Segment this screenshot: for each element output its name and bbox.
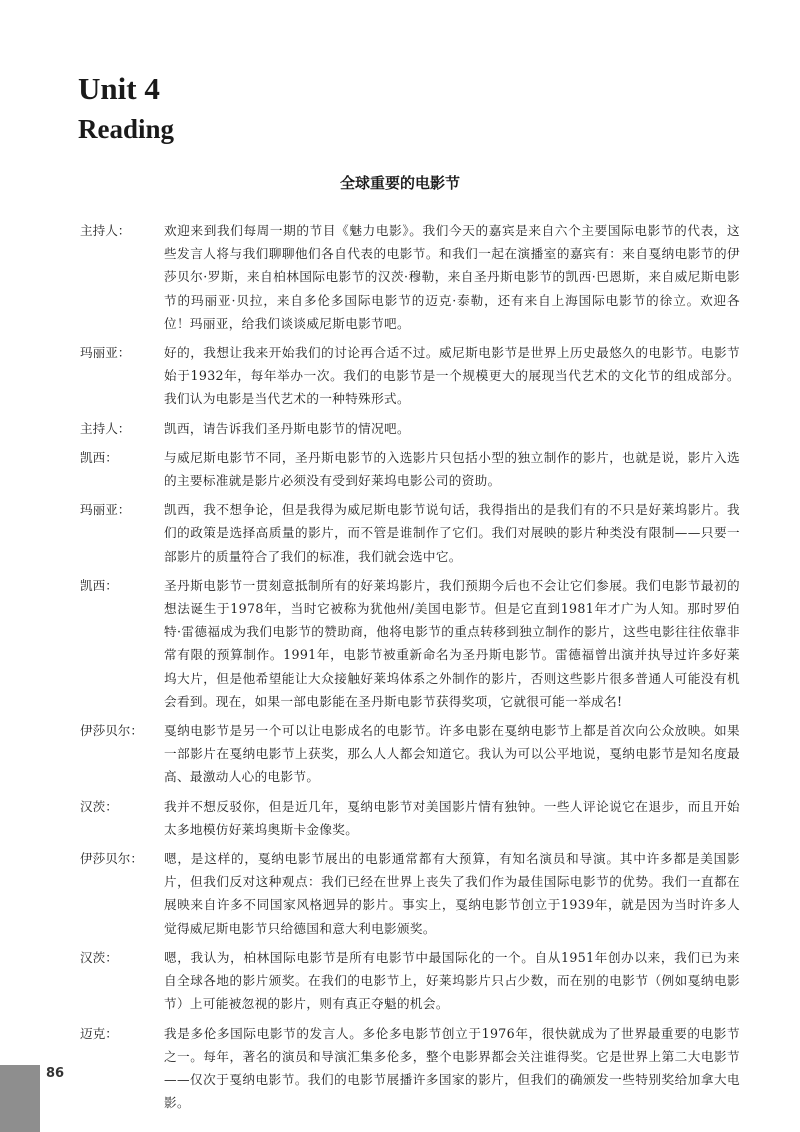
- speech-text: 我是多伦多国际电影节的发言人。多伦多电影节创立于1976年，很快就成为了世界最重要的电影节之一。每年，著名的演员和导演汇集多伦多，整个电影界都会关注谁得奖。它是世界上第二大电影节——仅次于戛纳电影节。我们的电影节展播许多国家的影片，但我们的确颁发一些特别奖给加拿大电影。: [164, 1025, 740, 1111]
- speech-text: 圣丹斯电影节一贯刻意抵制所有的好莱坞影片，我们预期今后也不会让它们参展。我们电影节最初的想法诞生于1978年，当时它被称为犹他州/美国电影节。但是它直到1981年才广为人知。那时罗伯特·雷德福成为我们电影节的赞助商，他将电影节的重点转移到独立制作的影片，这些电影往往依靠非常有限的预算制作。1991年，电影节被重新命名为圣丹斯电影节。雷德福曾出演并执导过许多好莱坞大片，但是他希望能让大众接触好莱坞体系之外制作的影片，否则这些影片很多普通人可能没有机会看到。现在，如果一部电影能在圣丹斯电影节获得奖项，它就很可能一举成名!: [164, 577, 740, 709]
- speech-text: 戛纳电影节是另一个可以让电影成名的电影节。许多电影在戛纳电影节上都是首次向公众放映。如果一部影片在戛纳电影节上获奖，那么人人都会知道它。我认为可以公平地说，戛纳电影节是知名度最高、最激动人心的电影节。: [164, 723, 740, 785]
- dialogue-turn: [80, 1022, 740, 1115]
- dialogue-turn: [80, 417, 740, 440]
- speaker-label: 凯西：: [80, 577, 118, 593]
- dialogue-turn: [80, 795, 740, 841]
- dialogue-turn: [80, 946, 740, 1016]
- speaker-label: 迈克：: [80, 1025, 118, 1041]
- speaker-label: 主持人：: [80, 223, 131, 238]
- speaker-label: 主持人：: [80, 420, 131, 436]
- speaker-label: 玛丽亚：: [80, 345, 131, 361]
- article-title: 全球重要的电影节: [339, 174, 460, 192]
- unit-title: Unit 4: [78, 71, 160, 106]
- speaker-label: 汉茨：: [80, 798, 118, 814]
- speaker-label: 伊莎贝尔：: [80, 851, 143, 867]
- dialogue-turn: [80, 446, 740, 492]
- speaker-label: 汉茨：: [80, 949, 118, 965]
- section-title: Reading: [78, 114, 175, 144]
- speech-text: 好的，我想让我来开始我们的讨论再合适不过。威尼斯电影节是世界上历史最悠久的电影节。电影节始于1932年，每年举办一次。我们的电影节是一个规模更大的展现当代艺术的文化节的组成部分。我们认为电影是当代艺术的一种特殊形式。: [164, 345, 740, 407]
- speaker-label: 玛丽亚：: [80, 502, 131, 518]
- speech-text: 欢迎来到我们每周一期的节目《魅力电影》。我们今天的嘉宾是来自六个主要国际电影节的代表，这些发言人将与我们聊聊他们各自代表的电影节。和我们一起在演播室的嘉宾有：来自戛纳电影节的伊莎贝尔·罗斯，来自柏林国际电影节的汉茨·穆勒，来自圣丹斯电影节的凯西·巴恩斯，来自威尼斯电影节的玛丽亚·贝拉，来自多伦多国际电影节的迈克·泰勒，还有来自上海国际电影节的徐立。欢迎各位！玛丽亚，给我们谈谈威尼斯电影节吧。: [164, 223, 740, 331]
- speech-text: 与威尼斯电影节不同，圣丹斯电影节的入选影片只包括小型的独立制作的影片，也就是说，影片入选的主要标准就是影片必须没有受到好莱坞电影公司的资助。: [164, 449, 740, 489]
- dialogue-turn: [80, 219, 740, 335]
- dialogue-turn: [80, 847, 740, 940]
- dialogue-turn: [80, 498, 740, 568]
- speaker-label: 凯西：: [80, 449, 118, 465]
- page-number: 86: [46, 1066, 65, 1081]
- speech-text: 凯西，我不想争论，但是我得为威尼斯电影节说句话，我得指出的是我们有的不只是好莱坞影片。我们的政策是选择高质量的影片，而不管是谁制作了它们。我们对展映的影片种类没有限制——只要一部影片的质量符合了我们的标准，我们就会选中它。: [164, 502, 740, 564]
- speech-text: 嗯，是这样的，戛纳电影节展出的电影通常都有大预算，有知名演员和导演。其中许多都是美国影片，但我们反对这种观点：我们已经在世界上丧失了我们作为最佳国际电影节的优势。我们一直都在展映来自许多不同国家风格迥异的影片。事实上，戛纳电影节创立于1939年，就是因为当时许多人觉得威尼斯电影节只给德国和意大利电影颁奖。: [164, 851, 740, 936]
- page-tab: [0, 1065, 40, 1132]
- speaker-label: 伊莎贝尔：: [80, 723, 143, 739]
- dialogue-turn: [80, 574, 740, 713]
- dialogue: [80, 219, 740, 1120]
- dialogue-turn: [80, 341, 740, 411]
- speech-text: 凯西，请告诉我们圣丹斯电影节的情况吧。: [164, 420, 410, 436]
- dialogue-turn: [80, 719, 740, 789]
- speech-text: 嗯，我认为，柏林国际电影节是所有电影节中最国际化的一个。自从1951年创办以来，我们已为来自全球各地的影片颁奖。在我们的电影节上，好莱坞影片只占少数，而在别的电影节（例如戛纳电影节）上可能被忽视的影片，则有真正夺魁的机会。: [164, 949, 740, 1012]
- speech-text: 我并不想反驳你，但是近几年，戛纳电影节对美国影片情有独钟。一些人评论说它在退步，而且开始太多地模仿好莱坞奥斯卡金像奖。: [164, 798, 740, 837]
